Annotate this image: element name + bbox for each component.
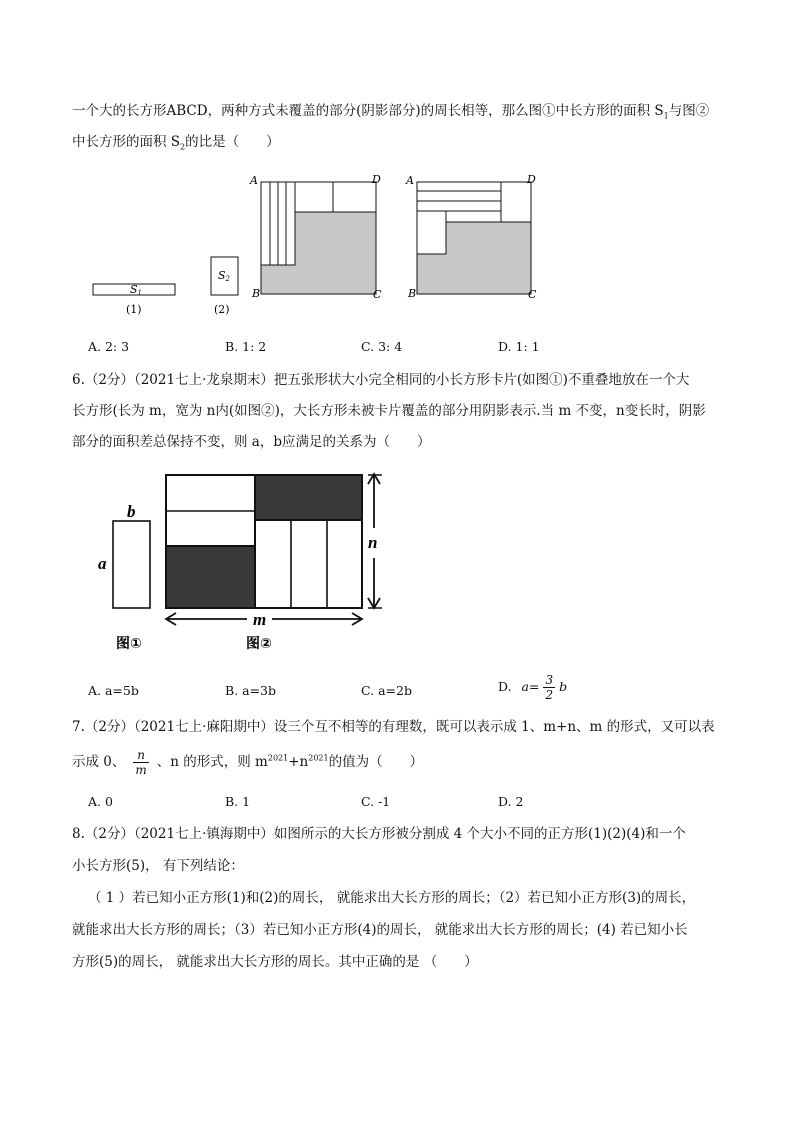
q5-option-b[interactable]: B. 1: 2	[225, 339, 267, 354]
q6-option-a[interactable]: A. a=5b	[88, 683, 139, 698]
q5-option-c[interactable]: C. 3: 4	[361, 339, 403, 354]
svg-text:B: B	[408, 287, 417, 300]
svg-text:S2: S2	[218, 269, 231, 283]
q6-figure	[92, 466, 392, 658]
svg-text:S1: S1	[130, 283, 143, 297]
q8-stem-line-3: （ 1 ）若已知小正方形(1)和(2)的周长， 就能求出大长方形的周长；（2）若已知小正方形(3)的周长，	[88, 890, 696, 906]
q6-label-a: a	[98, 554, 107, 573]
q6-fig2-caption: 图②	[246, 636, 272, 652]
q8-stem-line-4: 就能求出大长方形的周长；（3）若已知小正方形(4)的周长， 就能求出大长方形的周长；(4) 若已知小长	[72, 922, 688, 938]
vertex-c-label: C	[373, 288, 382, 301]
q6-label-m: m	[253, 610, 267, 629]
q7-stem-line-1: 7.（2分）（2021七上·麻阳期中）设三个互不相等的有理数，既可以表示成 1、m+n、m 的形式，又可以表	[72, 719, 715, 735]
q6-label-b: b	[127, 502, 136, 521]
q6-stem-line-1: 6.（2分）（2021七上·龙泉期末）把五张形状大小完全相同的小长方形卡片(如图①)不重叠地放在一个大	[72, 372, 690, 388]
q5-stem-line-2: 中长方形的面积 $S_2$的比是（ ）	[72, 134, 280, 152]
vertex-d-label: D	[372, 173, 381, 186]
svg-text:(2): (2)	[214, 303, 230, 316]
q6-label-n: n	[368, 533, 378, 552]
q7-option-b[interactable]: B. 1	[225, 794, 251, 809]
q7-option-d[interactable]: D. 2	[498, 794, 524, 809]
q8-stem-line-1: 8.（2分）（2021七上·镇海期中）如图所示的大长方形被分割成 4 个大小不同的正方形(1)(2)(4)和一个	[72, 826, 686, 842]
q6-option-b[interactable]: B. a=3b	[225, 683, 277, 698]
q5-figure-abcd-1	[248, 172, 384, 300]
q8-stem-line-2: 小长方形(5)， 有下列结论：	[72, 858, 244, 874]
svg-text:(1): (1)	[126, 303, 142, 316]
q5-figure-s1	[92, 282, 178, 318]
q6-stem-line-2: 长方形(长为 m，宽为 n内(如图②)，大长方形未被卡片覆盖的部分用阴影表示.当 m 不变，n变长时，阴影	[72, 403, 706, 419]
vertex-b-label: B	[252, 287, 261, 300]
q5-option-d[interactable]: D. 1: 1	[498, 339, 540, 354]
q5-figure-s2	[208, 255, 248, 319]
vertex-a-label: A	[250, 174, 258, 187]
q6-option-c[interactable]: C. a=2b	[361, 683, 412, 698]
q6-stem-line-3: 部分的面积差总保持不变，则 a，b应满足的关系为（ ）	[72, 434, 431, 450]
q5-stem-line-1: 一个大的长方形ABCD，两种方式未覆盖的部分(阴影部分)的周长相等，那么图①中长方形的面积 $S_1$与图②	[72, 103, 710, 121]
q5-option-a[interactable]: A. 2: 3	[88, 339, 130, 354]
q6-fig1-caption: 图①	[116, 636, 142, 652]
svg-text:C: C	[528, 288, 537, 301]
q6-option-d[interactable]: D. a= $\frac{3}{2}$ b	[498, 673, 568, 702]
q7-option-c[interactable]: C. -1	[361, 794, 391, 809]
q7-option-a[interactable]: A. 0	[88, 794, 113, 809]
svg-text:A: A	[406, 174, 414, 187]
q8-stem-line-5: 方形(5)的周长， 就能求出大长方形的周长。其中正确的是 （ ）	[72, 954, 478, 970]
q5-figure-abcd-2	[404, 172, 544, 300]
svg-text:D: D	[527, 173, 536, 186]
q7-stem-line-2: 示成 0、 $\frac{n}{m}$ 、n 的形式，则 $m^{2021}+n^{2021}$的值为（ ）	[72, 748, 424, 777]
